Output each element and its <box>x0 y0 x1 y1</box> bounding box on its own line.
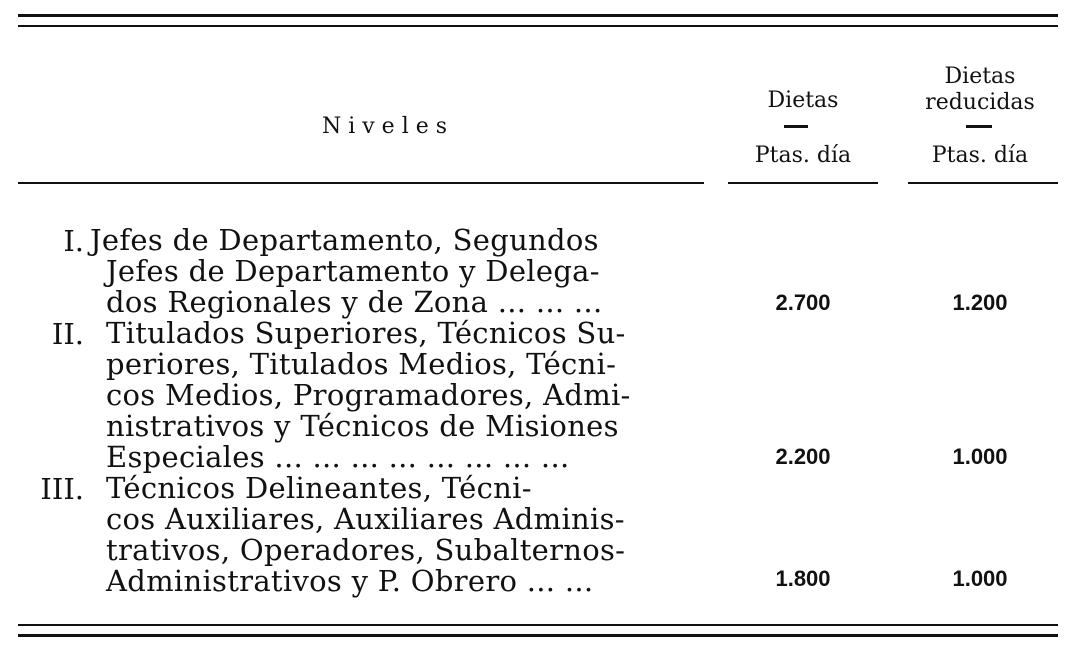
row-3-line-1: Técnicos Delineantes, Técni- <box>106 471 532 505</box>
row-1-line-1: Jefes de Departamento, Segundos <box>90 223 599 257</box>
top-rule-2 <box>18 25 1058 27</box>
row-2-line-3: cos Medios, Programadores, Admi- <box>106 378 631 412</box>
header-reducidas-title-2: reducidas <box>925 90 1035 115</box>
header-reducidas-title-1: Dietas <box>944 64 1016 89</box>
row-3-dietas: 1.800 <box>775 566 831 591</box>
header-reducidas-dash <box>966 125 992 128</box>
header-reducidas-unit: Ptas. día <box>931 143 1029 168</box>
top-rule-1 <box>18 14 1058 17</box>
row-3-line-3: trativos, Operadores, Subalternos- <box>106 533 626 567</box>
header-levels: Niveles <box>321 114 455 139</box>
header-underline-dietas <box>728 182 878 184</box>
row-2-line-4: nistrativos y Técnicos de Misiones <box>106 409 619 443</box>
row-2-line-2: periores, Titulados Medios, Técni- <box>106 347 617 381</box>
row-3-reducidas: 1.000 <box>952 566 1008 591</box>
bottom-rule-2 <box>18 634 1058 637</box>
row-3-level: III. <box>40 472 84 506</box>
row-2-line-1: Titulados Superiores, Técnicos Su- <box>106 316 626 350</box>
bottom-rule-1 <box>18 624 1058 626</box>
row-1-dietas: 2.700 <box>775 290 831 315</box>
row-2-dietas: 2.200 <box>775 444 831 469</box>
row-2-reducidas: 1.000 <box>952 444 1008 469</box>
row-1-reducidas: 1.200 <box>952 290 1008 315</box>
row-2-line-5: Especiales ... ... ... ... ... ... ... ... <box>106 440 570 474</box>
header-dietas-unit: Ptas. día <box>754 143 852 168</box>
row-1-line-3: dos Regionales y de Zona ... ... ... <box>106 285 603 319</box>
row-1-level: I. <box>63 224 84 258</box>
row-3-line-4: Administrativos y P. Obrero ... ... <box>106 564 594 598</box>
row-3-line-2: cos Auxiliares, Auxiliares Adminis- <box>106 502 625 536</box>
header-underline-reducidas <box>908 182 1058 184</box>
row-2-level: II. <box>51 317 84 351</box>
row-1-line-2: Jefes de Departamento y Delega- <box>106 254 600 288</box>
header-underline-levels <box>18 182 704 184</box>
header-dietas-title: Dietas <box>767 88 839 113</box>
header-dietas-dash <box>784 125 808 128</box>
